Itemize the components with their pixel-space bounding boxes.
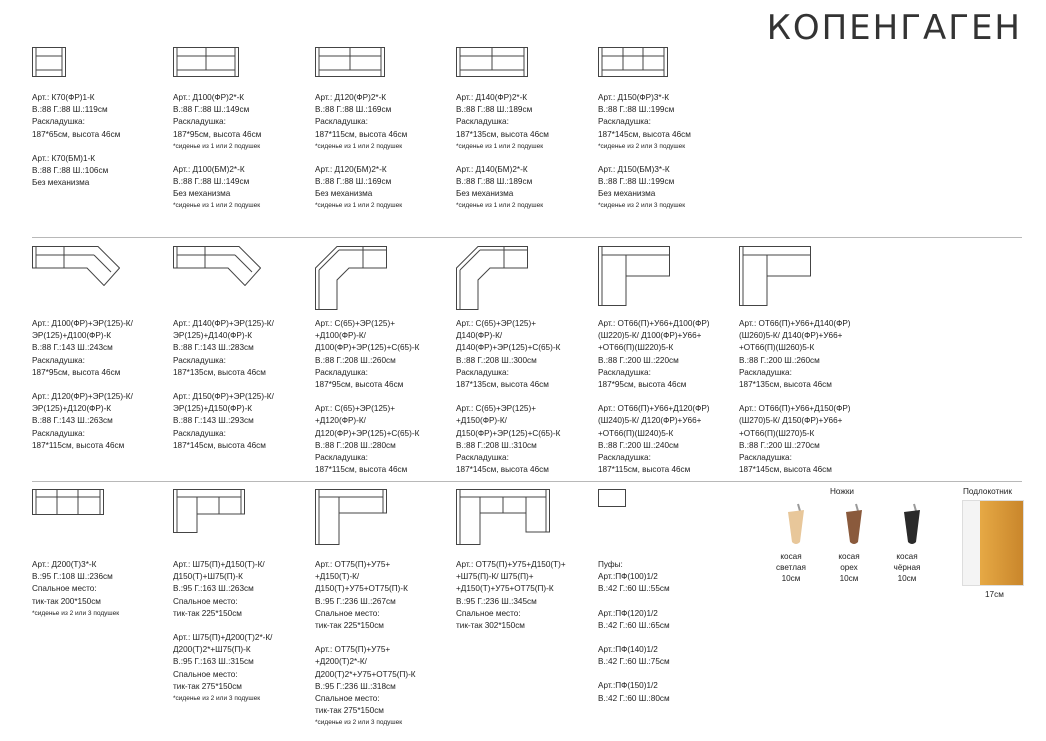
spec-line: Арт.: К70(БМ)1-К <box>32 153 96 163</box>
spec-line: Арт.: Ш75(П)+Д150(Т)-К/ <box>173 560 265 569</box>
spec-block <box>32 318 170 379</box>
spec-line: тик-так 225*150см <box>173 608 242 618</box>
cushion-note: *сиденье из 1 или 2 подушек <box>456 142 544 150</box>
spec-block <box>315 403 453 476</box>
spec-line: (Ш260)5-К/ Д140(ФР)+У66+ <box>739 331 843 341</box>
spec-line: В.:88 Г.:208 Ш.:310см <box>456 440 537 450</box>
spec-line: Раскладушка: <box>598 367 651 377</box>
spec-line: +Д120(ФР)-К/ <box>315 416 366 426</box>
spec-block <box>173 391 311 452</box>
spec-line: В.:95 Г.:163 Ш.:315см <box>173 657 254 667</box>
armrest-caption: 17см <box>985 590 1004 599</box>
spec-line: Раскладушка: <box>315 453 368 463</box>
spec-block <box>32 559 170 619</box>
spec-line: 187*145см, высота 46см <box>173 440 266 450</box>
sofa-d150-icon <box>598 47 668 77</box>
spec-line: Раскладушка: <box>32 355 85 365</box>
product-corner-c65-d100 <box>315 318 453 488</box>
spec-line: тик-так 225*150см <box>315 621 384 631</box>
spec-line: Раскладушка: <box>598 453 651 463</box>
spec-line: Д150(Т)+У75+ОТ75(П)-К <box>315 584 408 594</box>
spec-line: Раскладушка: <box>315 367 368 377</box>
spec-line: Раскладушка: <box>739 367 792 377</box>
spec-line: ЭР(125)+Д150(ФР)-К <box>173 404 253 414</box>
spec-line: В.:88 Г.:88 Ш.:199см <box>598 105 675 115</box>
product-ot75-u <box>456 559 594 644</box>
product-corner-d140 <box>173 318 311 464</box>
spec-line: В.:88 Г.:200 Ш.:240см <box>598 440 679 450</box>
spec-block <box>456 403 594 476</box>
spec-line: Арт.: Д120(ФР)2*-К <box>315 93 387 102</box>
leg-label-line: 10см <box>839 574 859 583</box>
cushion-note: *сиденье из 1 или 2 подушек <box>173 202 261 210</box>
corner-sofa-ot66-d140-icon <box>739 246 811 306</box>
spec-block <box>32 153 170 190</box>
spec-line: +Ш75(П)-К/ Ш75(П)+ <box>456 572 534 582</box>
spec-line: Без механизма <box>32 178 90 188</box>
spec-line: 187*115см, высота 46см <box>315 465 408 475</box>
spec-line: 187*95см, высота 46см <box>598 380 687 390</box>
spec-line: (Ш240)5-К/ Д120(ФР)+У66+ <box>598 416 702 426</box>
spec-line: 187*135см, высота 46см <box>173 367 266 377</box>
corner-sofa-d140-icon <box>173 246 261 286</box>
product-k70 <box>32 92 170 201</box>
spec-line: тик-так 275*150см <box>315 706 384 716</box>
spec-block <box>173 92 311 152</box>
spec-line: Раскладушка: <box>456 117 509 127</box>
spec-line: ЭР(125)+Д140(ФР)-К <box>173 331 253 341</box>
spec-line: Арт.: Д140(ФР)+ЭР(125)-К/ <box>173 319 274 328</box>
spec-line: Арт.:ПФ(140)1/2 <box>598 645 658 655</box>
spec-line: Арт.: Д100(ФР)+ЭР(125)-К/ <box>32 319 133 328</box>
spec-line: Арт.:ПФ(100)1/2 <box>598 572 658 582</box>
spec-line: В.:95 Г.:236 Ш.:345см <box>456 596 537 606</box>
spec-block <box>739 318 877 391</box>
sofa-d200-icon <box>32 489 104 515</box>
spec-line: Спальное место: <box>32 584 97 594</box>
spec-block <box>315 92 453 152</box>
spec-line: 187*145см, высота 46см <box>598 129 691 139</box>
spec-line: +Д100(ФР)-К/ <box>315 331 366 341</box>
spec-block <box>598 318 736 391</box>
spec-line: ЭР(125)+Д120(ФР)-К <box>32 404 112 414</box>
spec-line: Д100(ФР)+ЭР(125)+С(65)-К <box>315 343 420 353</box>
spec-line: Арт.: С(65)+ЭР(125)+ <box>315 319 395 328</box>
sofa-d140-icon <box>456 47 528 77</box>
spec-line: В.:88 Г.:88 Ш.:169см <box>315 105 392 115</box>
pouf-icon <box>598 489 626 507</box>
spec-line: +Д150(Т)-К/ <box>315 572 360 582</box>
spec-block <box>32 92 170 141</box>
spec-line: Без механизма <box>315 189 373 199</box>
spec-line: Арт.: ОТ75(П)+У75+ <box>315 645 391 655</box>
spec-line: Д200(Т)2*+У75+ОТ75(П)-К <box>315 669 416 679</box>
spec-line: В.:88 Г.:88 Ш.:169см <box>315 177 392 187</box>
page-title: КОПЕНГАГЕН <box>766 8 1022 48</box>
spec-line: (Ш270)5-К/ Д150(ФР)+У66+ <box>739 416 843 426</box>
spec-line: (Ш220)5-К/ Д100(ФР)+У66+ <box>598 331 702 341</box>
corner-sofa-c65-d140-icon <box>456 246 528 310</box>
spec-line: 187*95см, высота 46см <box>173 129 262 139</box>
spec-line: +ОТ66(П)(Ш260)5-К <box>739 343 815 353</box>
spec-line: Д150(Т)+Ш75(П)-К <box>173 572 243 582</box>
spec-line: Арт.: Д200(Т)3*-К <box>32 560 97 569</box>
spec-line: Д150(ФР)+ЭР(125)+С(65)-К <box>456 428 561 438</box>
spec-line: +ОТ66(П)(Ш240)5-К <box>598 428 674 438</box>
leg-label-line: светлая <box>776 563 806 572</box>
cushion-note: *сиденье из 1 или 2 подушек <box>173 142 261 150</box>
spec-line: 187*115см, высота 46см <box>32 440 125 450</box>
spec-block <box>173 559 311 620</box>
leg-label-line: косая <box>896 552 918 561</box>
spec-line: Раскладушка: <box>739 453 792 463</box>
spec-line: Раскладушка: <box>456 367 509 377</box>
spec-line: Раскладушка: <box>173 355 226 365</box>
cushion-note: *сиденье из 1 или 2 подушек <box>456 202 544 210</box>
product-d120 <box>315 92 453 223</box>
product-corner-ot66-d140 <box>739 318 877 488</box>
spec-line: Арт.: Д150(ФР)3*-К <box>598 93 670 102</box>
spec-line: Арт.: Д100(ФР)2*-К <box>173 93 245 102</box>
cushion-note: *сиденье из 2 или 3 подушек <box>598 202 686 210</box>
spec-line: Спальное место: <box>456 608 521 618</box>
spec-line: Арт.: ОТ75(П)+У75+ <box>315 560 391 569</box>
spec-line: Арт.: Д100(БМ)2*-К <box>173 164 245 174</box>
product-d140 <box>456 92 594 223</box>
spec-line: Арт.: С(65)+ЭР(125)+ <box>456 404 536 414</box>
spec-line: Арт.: Д120(БМ)2*-К <box>315 164 387 174</box>
spec-line: 187*95см, высота 46см <box>32 367 121 377</box>
cushion-note: *сиденье из 1 или 2 подушек <box>315 142 403 150</box>
sofa-sh75-icon <box>173 489 245 533</box>
leg-label-line: косая <box>838 552 860 561</box>
spec-block <box>598 680 736 704</box>
leg-label-line: 10см <box>897 574 917 583</box>
leg-image <box>832 502 866 551</box>
product-poufs <box>598 559 736 717</box>
corner-sofa-ot75-icon <box>315 489 387 545</box>
armrest-title: Подлокотник <box>963 487 1012 496</box>
leg-label-line: косая <box>780 552 802 561</box>
spec-line: +Д200(Т)2*-К/ <box>315 657 367 667</box>
spec-line: В.:95 Г.:236 Ш.:318см <box>315 681 396 691</box>
cushion-note: *сиденье из 2 или 3 подушек <box>173 695 261 703</box>
spec-line: В.:88 Г.:208 Ш.:280см <box>315 440 396 450</box>
spec-block <box>456 559 594 632</box>
spec-line: В.:88 Г.:208 Ш.:260см <box>315 355 396 365</box>
spec-block <box>456 318 594 391</box>
leg-label <box>768 551 814 584</box>
spec-line: тик-так 302*150см <box>456 621 525 631</box>
spec-block <box>598 92 736 152</box>
spec-line: Арт.: Д140(ФР)2*-К <box>456 93 528 102</box>
spec-block <box>598 164 736 212</box>
spec-line: Спальное место: <box>173 596 238 606</box>
spec-line: В.:88 Г.:88 Ш.:199см <box>598 177 675 187</box>
spec-line: Арт.:ПФ(150)1/2 <box>598 681 658 691</box>
spec-line: Арт.: ОТ75(П)+У75+Д150(Т)+ <box>456 560 566 569</box>
product-d100 <box>173 92 311 223</box>
spec-line: Д200(Т)2*+Ш75(П)-К <box>173 645 251 655</box>
spec-line: В.:42 Г.:60 Ш.:55см <box>598 584 670 594</box>
leg-image <box>890 502 924 551</box>
cushion-note: *сиденье из 2 или 3 подушек <box>32 609 120 617</box>
spec-line: В.:88 Г.:143 Ш.:263см <box>32 416 113 426</box>
spec-line: Арт.: Д140(БМ)2*-К <box>456 164 528 174</box>
spec-line: В.:95 Г.:236 Ш.:267см <box>315 596 396 606</box>
product-ot75 <box>315 559 453 740</box>
spec-line: Раскладушка: <box>173 428 226 438</box>
spec-line: Спальное место: <box>315 608 380 618</box>
spec-line: В.:95 Г.:163 Ш.:263см <box>173 584 254 594</box>
spec-line: В.:88 Г.:88 Ш.:149см <box>173 105 250 115</box>
spec-line: В.:88 Г.:88 Ш.:106см <box>32 166 109 176</box>
spec-block <box>173 164 311 212</box>
spec-block <box>598 559 736 596</box>
spec-line: В.:95 Г.:108 Ш.:236см <box>32 572 113 582</box>
sofa-d100-icon <box>173 47 239 77</box>
spec-line: Арт.: ОТ66(П)+У66+Д120(ФР) <box>598 404 710 414</box>
spec-block <box>456 92 594 152</box>
spec-block <box>173 632 311 704</box>
sofa-k70-icon <box>32 47 66 77</box>
spec-block <box>315 164 453 212</box>
spec-line: Арт.: ОТ66(П)+У66+Д150(ФР) <box>739 404 851 414</box>
product-corner-c65-d140 <box>456 318 594 488</box>
spec-line: Спальное место: <box>173 669 238 679</box>
legs-title: Ножки <box>830 487 855 496</box>
spec-line: В.:88 Г.:200 Ш.:220см <box>598 355 679 365</box>
leg-label <box>826 551 872 584</box>
u-sofa-ot75-icon <box>456 489 550 545</box>
leg-label-line: чёрная <box>893 563 921 572</box>
spec-line: Раскладушка: <box>173 117 226 127</box>
spec-line: В.:88 Г.:200 Ш.:270см <box>739 440 820 450</box>
spec-block <box>598 644 736 668</box>
product-d200 <box>32 559 170 631</box>
spec-line: Д120(ФР)+ЭР(125)+С(65)-К <box>315 428 420 438</box>
spec-line: Арт.: К70(ФР)1-К <box>32 93 95 102</box>
spec-block <box>315 644 453 728</box>
spec-line: Раскладушка: <box>315 117 368 127</box>
spec-line: +Д150(Т)+У75+ОТ75(П)-К <box>456 584 554 594</box>
armrest-image <box>962 500 1024 586</box>
spec-line: Д140(ФР)-К/ <box>456 331 503 341</box>
product-corner-ot66-d100 <box>598 318 736 488</box>
spec-line: 187*135см, высота 46см <box>456 129 549 139</box>
cushion-note: *сиденье из 2 или 3 подушек <box>598 142 686 150</box>
spec-line: Без механизма <box>173 189 231 199</box>
leg-label-line: орех <box>840 563 858 572</box>
spec-line: ЭР(125)+Д100(ФР)-К <box>32 331 112 341</box>
spec-block <box>315 559 453 632</box>
spec-block <box>32 391 170 452</box>
spec-block <box>739 403 877 476</box>
spec-block <box>315 318 453 391</box>
spec-line: В.:42 Г.:60 Ш.:75см <box>598 657 670 667</box>
leg-label-line: 10см <box>781 574 801 583</box>
spec-line: Раскладушка: <box>456 453 509 463</box>
spec-line: В.:88 Г.:200 Ш.:260см <box>739 355 820 365</box>
cushion-note: *сиденье из 1 или 2 подушек <box>315 202 403 210</box>
spec-line: Без механизма <box>456 189 514 199</box>
spec-line: Спальное место: <box>315 694 380 704</box>
leg-image <box>774 502 808 551</box>
spec-line: В.:88 Г.:88 Ш.:119см <box>32 105 108 115</box>
product-corner-d100 <box>32 318 170 464</box>
corner-sofa-ot66-d100-icon <box>598 246 670 306</box>
spec-line: 187*145см, высота 46см <box>456 465 549 475</box>
product-d150 <box>598 92 736 223</box>
spec-line: Арт.: Ш75(П)+Д200(Т)2*-К/ <box>173 633 273 643</box>
spec-line: Раскладушка: <box>598 117 651 127</box>
leg-label <box>884 551 930 584</box>
sofa-d120-icon <box>315 47 385 77</box>
spec-line: В.:88 Г.:208 Ш.:300см <box>456 355 537 365</box>
spec-line: 187*135см, высота 46см <box>456 380 549 390</box>
spec-line: +Д150(ФР)-К/ <box>456 416 507 426</box>
product-sh75 <box>173 559 311 716</box>
spec-line: Д140(ФР)+ЭР(125)+С(65)-К <box>456 343 561 353</box>
spec-line: 187*95см, высота 46см <box>315 380 404 390</box>
row-divider-1 <box>32 237 1022 238</box>
spec-line: 187*145см, высота 46см <box>739 465 832 475</box>
spec-line: В.:88 Г.:143 Ш.:293см <box>173 416 254 426</box>
spec-line: В.:42 Г.:60 Ш.:65см <box>598 620 670 630</box>
spec-line: Пуфы: <box>598 560 623 569</box>
spec-line: 187*135см, высота 46см <box>739 380 832 390</box>
spec-line: В.:88 Г.:88 Ш.:189см <box>456 105 533 115</box>
spec-line: Арт.: С(65)+ЭР(125)+ <box>315 404 395 414</box>
spec-line: Раскладушка: <box>32 428 85 438</box>
spec-line: Арт.: ОТ66(П)+У66+Д100(ФР) <box>598 319 710 328</box>
spec-line: Арт.: ОТ66(П)+У66+Д140(ФР) <box>739 319 851 328</box>
spec-line: Арт.: Д150(БМ)3*-К <box>598 164 670 174</box>
spec-line: Арт.: Д150(ФР)+ЭР(125)-К/ <box>173 392 274 402</box>
spec-block <box>456 164 594 212</box>
spec-line: В.:42 Г.:60 Ш.:80см <box>598 693 670 703</box>
spec-line: Арт.: С(65)+ЭР(125)+ <box>456 319 536 328</box>
spec-line: Арт.:ПФ(120)1/2 <box>598 608 658 618</box>
spec-block <box>598 403 736 476</box>
spec-line: В.:88 Г.:88 Ш.:149см <box>173 177 250 187</box>
spec-line: тик-так 275*150см <box>173 681 242 691</box>
corner-sofa-d100-icon <box>32 246 120 286</box>
spec-line: В.:88 Г.:143 Ш.:283см <box>173 343 254 353</box>
spec-line: Без механизма <box>598 189 656 199</box>
spec-line: Арт.: Д120(ФР)+ЭР(125)-К/ <box>32 392 133 402</box>
spec-line: 187*115см, высота 46см <box>315 129 408 139</box>
spec-line: тик-так 200*150см <box>32 596 101 606</box>
spec-block <box>598 608 736 632</box>
spec-line: В.:88 Г.:143 Ш.:243см <box>32 343 113 353</box>
spec-block <box>173 318 311 379</box>
spec-line: 187*115см, высота 46см <box>598 465 691 475</box>
cushion-note: *сиденье из 2 или 3 подушек <box>315 719 403 727</box>
spec-line: В.:88 Г.:88 Ш.:189см <box>456 177 533 187</box>
spec-line: 187*65см, высота 46см <box>32 129 121 139</box>
spec-line: +ОТ66(П)(Ш270)5-К <box>739 428 815 438</box>
spec-line: Раскладушка: <box>32 117 85 127</box>
spec-line: +ОТ66(П)(Ш220)5-К <box>598 343 674 353</box>
corner-sofa-c65-d100-icon <box>315 246 387 310</box>
